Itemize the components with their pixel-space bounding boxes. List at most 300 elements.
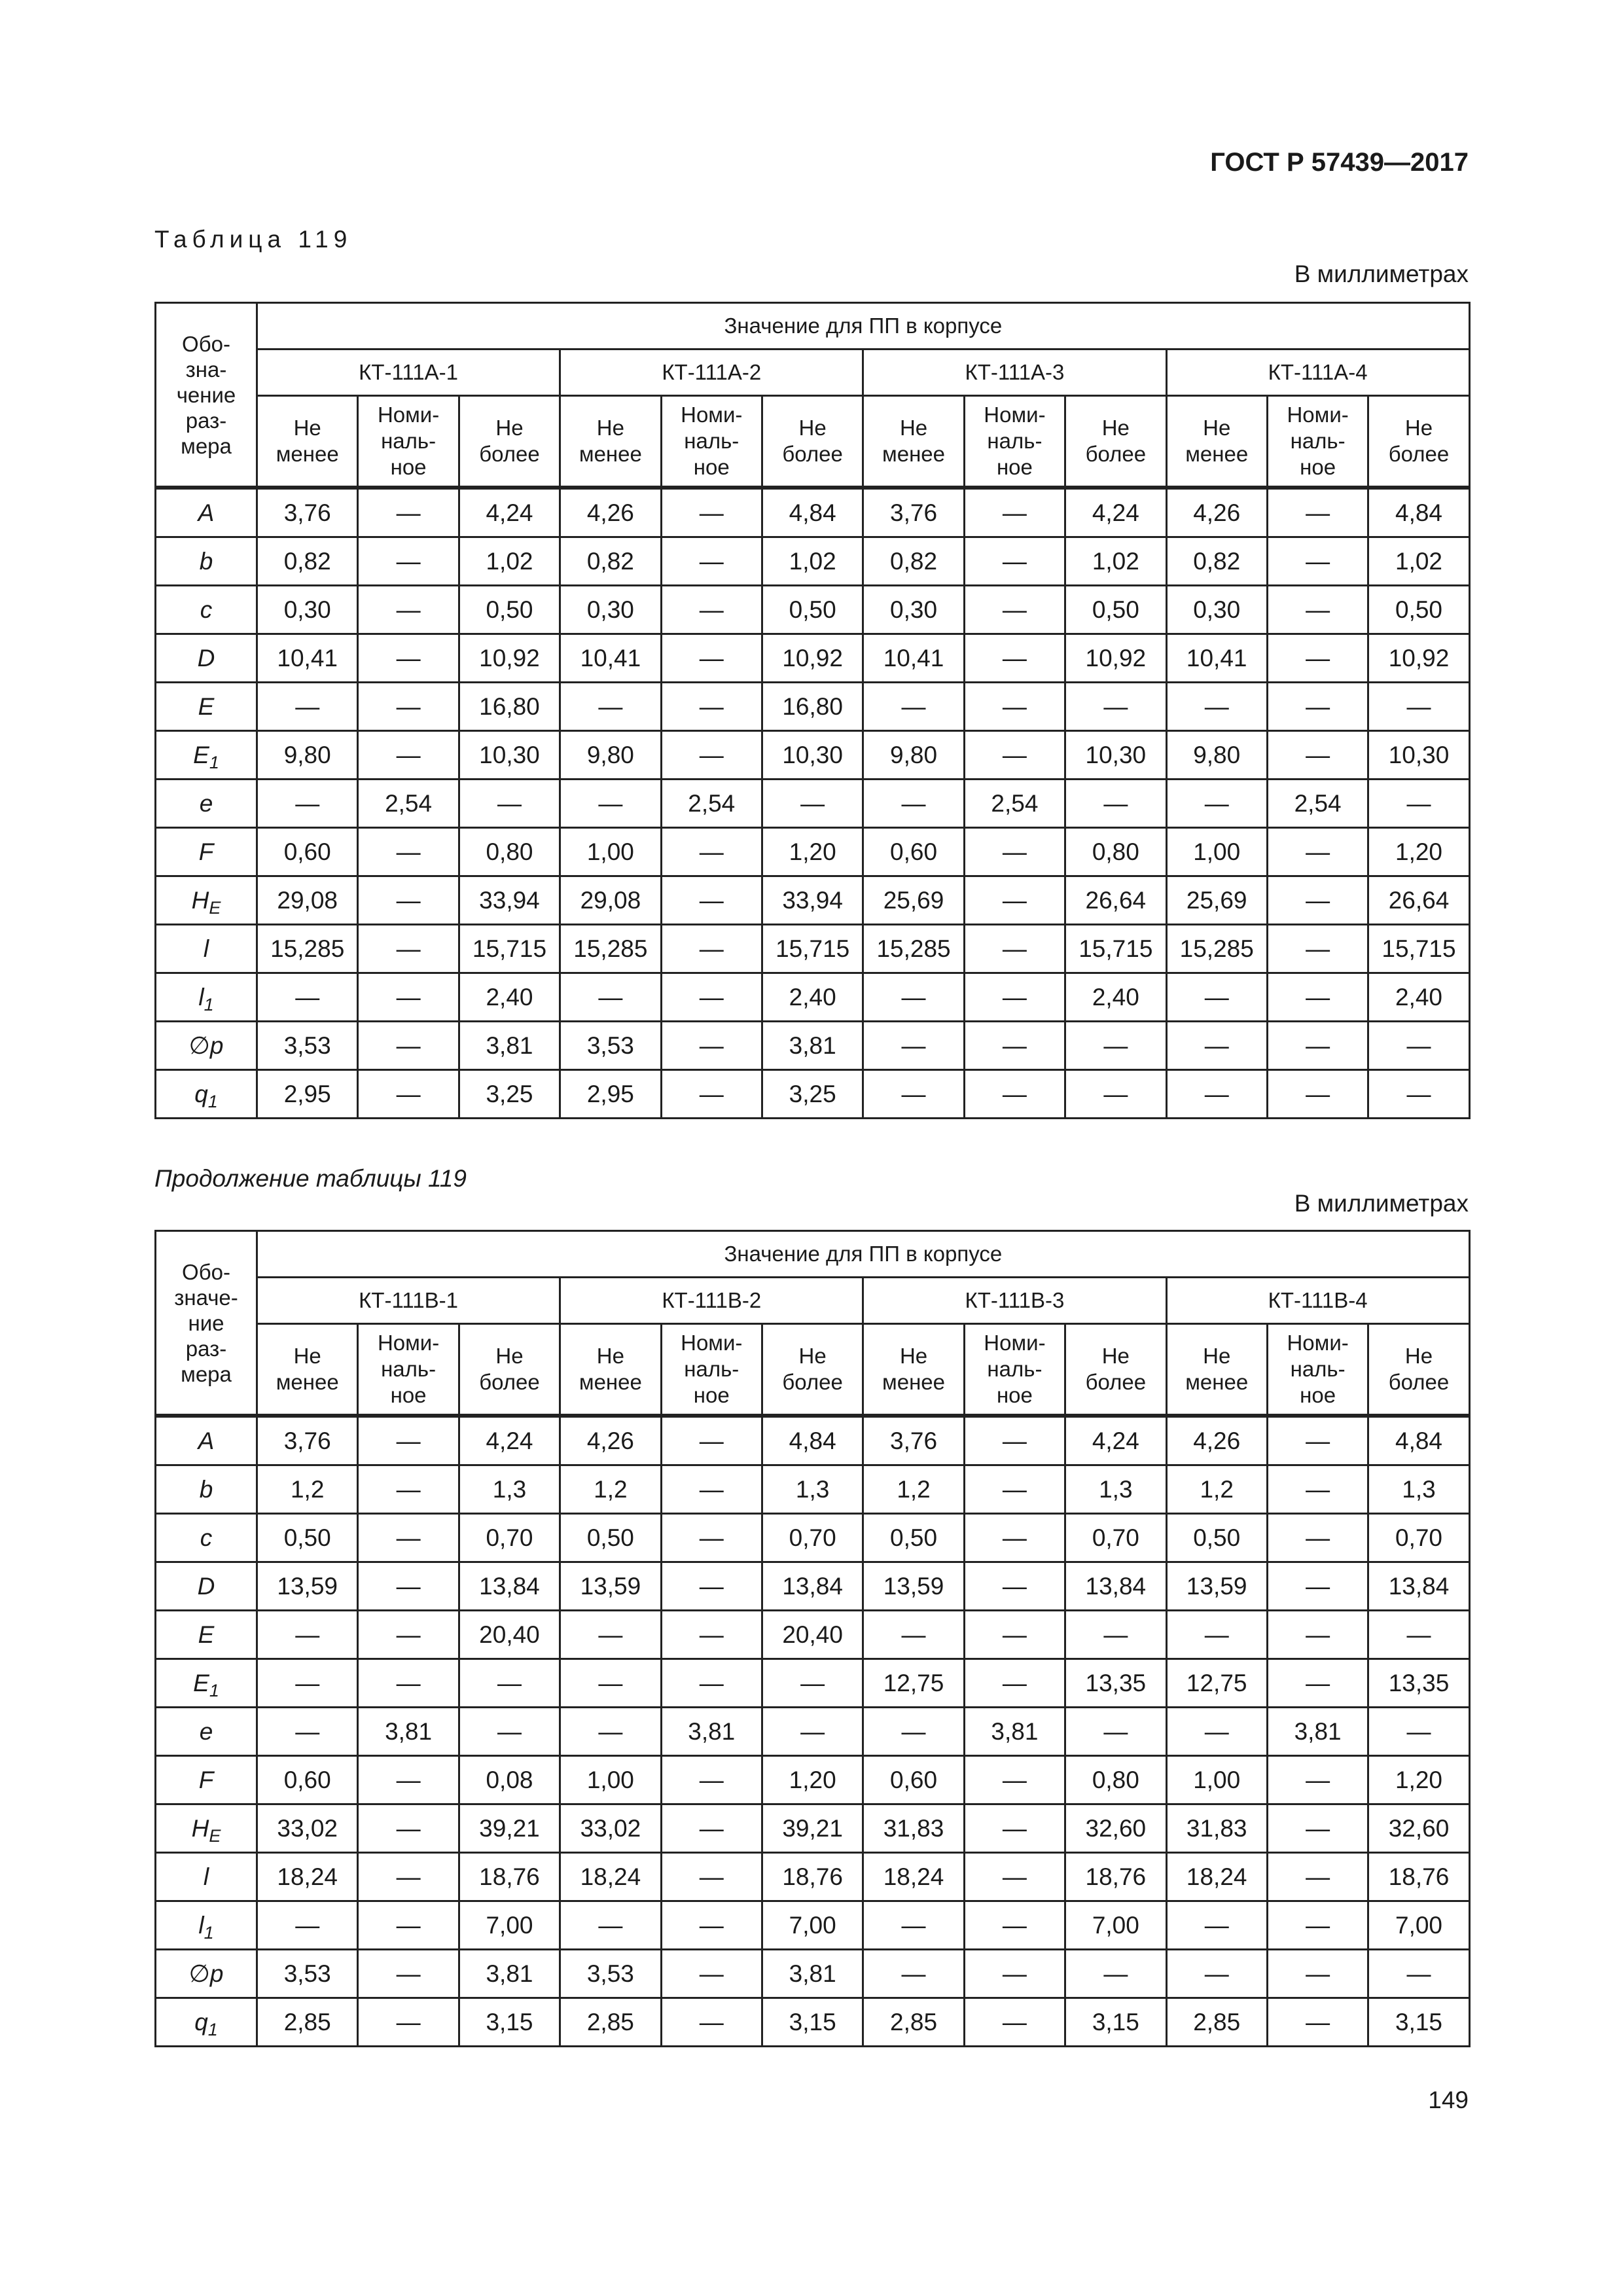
designation-subscript: 1 [207, 1091, 218, 1111]
value-cell: 2,54 [358, 780, 459, 828]
table-row [156, 586, 1470, 634]
value-cell: — [762, 780, 863, 828]
value-cell: — [964, 683, 1065, 731]
value-cell: — [358, 1853, 459, 1901]
value-cell: 7,00 [762, 1901, 863, 1950]
value-cell: — [863, 1070, 964, 1119]
value-cell: — [1166, 973, 1267, 1022]
value-cell: — [661, 1853, 762, 1901]
value-cell: 3,81 [1267, 1708, 1368, 1756]
designation-symbol: E [198, 692, 215, 720]
value-cell: — [358, 488, 459, 537]
value-cell: 0,60 [257, 828, 358, 876]
value-cell: — [863, 1901, 964, 1950]
value-cell: 3,25 [762, 1070, 863, 1119]
designation-header-text: Обо- значе- ние раз- мера [174, 1259, 238, 1386]
package-header: КТ-111А-1 [257, 350, 560, 396]
value-cell: — [358, 1950, 459, 1998]
designation-symbol: l [198, 1911, 204, 1939]
value-cell: — [1267, 1804, 1368, 1853]
value-cell: 2,54 [964, 780, 1065, 828]
value-cell: — [661, 634, 762, 683]
value-cell: 10,41 [560, 634, 661, 683]
value-cell: 0,50 [560, 1514, 661, 1562]
subcol-header-text: Не менее [1185, 416, 1249, 466]
value-cell: 4,24 [1065, 488, 1166, 537]
value-cell: — [560, 1708, 661, 1756]
designation-subscript: E [209, 1825, 221, 1846]
value-cell: 2,40 [1065, 973, 1166, 1022]
value-cell: — [863, 973, 964, 1022]
value-cell: 1,02 [1065, 537, 1166, 586]
value-cell: 33,02 [257, 1804, 358, 1853]
value-cell: — [1267, 1465, 1368, 1514]
value-cell: — [661, 1611, 762, 1659]
value-cell: 15,715 [459, 925, 560, 973]
value-cell: — [661, 731, 762, 780]
subcol-header-text: Не менее [882, 416, 946, 466]
value-cell: — [459, 1708, 560, 1756]
value-cell: 0,30 [863, 586, 964, 634]
value-cell: 33,94 [762, 876, 863, 925]
subcol-header [257, 396, 358, 488]
subcol-header [1368, 1324, 1469, 1416]
value-cell: 39,21 [762, 1804, 863, 1853]
value-cell: — [358, 537, 459, 586]
value-cell: 39,21 [459, 1804, 560, 1853]
value-cell: — [459, 780, 560, 828]
value-cell: 7,00 [459, 1901, 560, 1950]
value-cell: — [661, 488, 762, 537]
value-header: Значение для ПП в корпусе [257, 1231, 1470, 1278]
value-cell: — [1267, 1998, 1368, 2047]
value-cell: 13,84 [762, 1562, 863, 1611]
value-cell: — [358, 634, 459, 683]
designation-symbol: e [199, 789, 213, 817]
value-cell: — [1267, 1901, 1368, 1950]
value-cell: 10,92 [762, 634, 863, 683]
value-cell: — [1267, 1659, 1368, 1708]
value-cell: 1,00 [560, 1756, 661, 1804]
value-cell: 0,50 [1166, 1514, 1267, 1562]
value-cell: — [358, 1465, 459, 1514]
value-cell: 10,30 [459, 731, 560, 780]
value-cell: — [1166, 1070, 1267, 1119]
value-cell: — [358, 1611, 459, 1659]
value-cell: 0,82 [863, 537, 964, 586]
value-cell: 25,69 [863, 876, 964, 925]
value-cell: 9,80 [863, 731, 964, 780]
table-row [156, 1950, 1470, 1998]
table-row [156, 1901, 1470, 1950]
value-cell: — [661, 1514, 762, 1562]
value-cell: — [560, 780, 661, 828]
value-cell: 7,00 [1368, 1901, 1469, 1950]
value-cell: — [964, 1022, 1065, 1070]
value-cell: — [358, 1756, 459, 1804]
designation-subscript: 1 [209, 1680, 219, 1700]
package-header: КТ-111А-3 [863, 350, 1166, 396]
value-cell: 3,15 [459, 1998, 560, 2047]
table-row [156, 1611, 1470, 1659]
value-cell: 3,53 [257, 1022, 358, 1070]
designation-cell [156, 1070, 257, 1119]
value-cell: — [1368, 1611, 1469, 1659]
designation-cell [156, 1416, 257, 1465]
value-cell: 10,30 [762, 731, 863, 780]
value-cell: — [560, 683, 661, 731]
value-cell: — [964, 925, 1065, 973]
subcol-header-row [156, 1324, 1470, 1416]
value-cell: 13,35 [1065, 1659, 1166, 1708]
value-cell: — [358, 731, 459, 780]
value-cell: 0,50 [863, 1514, 964, 1562]
package-header-row [156, 1278, 1470, 1324]
value-cell: 0,50 [1065, 586, 1166, 634]
value-cell: 1,20 [1368, 828, 1469, 876]
value-cell: — [1267, 537, 1368, 586]
value-cell: — [1065, 683, 1166, 731]
value-cell: — [964, 1756, 1065, 1804]
value-cell: — [257, 683, 358, 731]
dimensions-table-a [154, 302, 1471, 1119]
value-cell: — [1267, 1416, 1368, 1465]
value-cell: 3,53 [560, 1950, 661, 1998]
package-header: КТ-111В-2 [560, 1278, 863, 1324]
table-row [156, 537, 1470, 586]
value-cell: — [964, 1465, 1065, 1514]
subcol-header-text: Номи- наль- ное [1287, 403, 1349, 479]
value-cell: 1,3 [762, 1465, 863, 1514]
value-cell: 9,80 [257, 731, 358, 780]
value-cell: — [661, 876, 762, 925]
value-cell: — [1267, 828, 1368, 876]
value-cell: — [358, 1514, 459, 1562]
value-cell: 4,24 [1065, 1416, 1166, 1465]
subcol-header [1368, 396, 1469, 488]
value-cell: — [1267, 488, 1368, 537]
value-cell: — [661, 828, 762, 876]
table-row [156, 1514, 1470, 1562]
value-cell: 0,30 [560, 586, 661, 634]
value-cell: 15,285 [257, 925, 358, 973]
value-cell: 16,80 [459, 683, 560, 731]
value-cell: — [1267, 683, 1368, 731]
value-cell: 10,30 [1065, 731, 1166, 780]
value-cell: — [257, 1901, 358, 1950]
value-cell: — [964, 488, 1065, 537]
value-cell: 20,40 [762, 1611, 863, 1659]
value-cell: 13,59 [863, 1562, 964, 1611]
value-cell: 13,84 [1368, 1562, 1469, 1611]
designation-cell [156, 1611, 257, 1659]
table-row [156, 683, 1470, 731]
subcol-header-text: Номи- наль- ное [377, 403, 440, 479]
table-row [156, 1659, 1470, 1708]
value-cell: 18,76 [1368, 1853, 1469, 1901]
value-cell: 4,26 [1166, 1416, 1267, 1465]
value-cell: — [661, 586, 762, 634]
value-cell: — [560, 1659, 661, 1708]
value-cell: — [863, 683, 964, 731]
value-cell: — [1368, 1022, 1469, 1070]
designation-cell [156, 586, 257, 634]
designation-cell [156, 973, 257, 1022]
subcol-header [1166, 1324, 1267, 1416]
value-cell: — [257, 780, 358, 828]
subcol-header [661, 1324, 762, 1416]
value-cell: — [661, 537, 762, 586]
value-cell: 18,76 [762, 1853, 863, 1901]
value-cell: — [1065, 1708, 1166, 1756]
designation-symbol: D [197, 644, 215, 672]
value-cell: 1,00 [560, 828, 661, 876]
value-cell: — [964, 634, 1065, 683]
value-cell: 10,92 [1065, 634, 1166, 683]
value-cell: — [1065, 780, 1166, 828]
value-cell: — [964, 1901, 1065, 1950]
value-cell: 3,76 [863, 488, 964, 537]
value-cell: 18,76 [1065, 1853, 1166, 1901]
subcol-header-text: Не менее [579, 1344, 642, 1394]
value-cell: 0,80 [459, 828, 560, 876]
value-cell: 3,15 [1368, 1998, 1469, 2047]
value-cell: — [863, 780, 964, 828]
value-cell: 10,30 [1368, 731, 1469, 780]
subcol-header-text: Не более [1388, 416, 1450, 466]
subcol-header [661, 396, 762, 488]
subcol-header [358, 1324, 459, 1416]
subcol-header-text: Номи- наль- ное [681, 403, 743, 479]
units-label: В миллиметрах [1294, 1190, 1469, 1217]
value-cell: — [661, 973, 762, 1022]
value-cell: 1,3 [1065, 1465, 1166, 1514]
table-row [156, 731, 1470, 780]
value-cell: 26,64 [1065, 876, 1166, 925]
value-cell: 4,84 [762, 1416, 863, 1465]
table-row [156, 973, 1470, 1022]
value-cell: — [661, 1901, 762, 1950]
value-cell: 2,40 [762, 973, 863, 1022]
table-row [156, 1756, 1470, 1804]
value-cell: 0,80 [1065, 828, 1166, 876]
subcol-header [1267, 1324, 1368, 1416]
value-cell: — [661, 925, 762, 973]
subcol-header-text: Номи- наль- ное [1287, 1331, 1349, 1407]
designation-symbol: H [191, 886, 209, 914]
value-cell: 18,24 [257, 1853, 358, 1901]
value-cell: — [964, 586, 1065, 634]
subcol-header-text: Не более [782, 416, 843, 466]
designation-cell [156, 731, 257, 780]
subcol-header-text: Не более [479, 416, 540, 466]
value-cell: 1,00 [1166, 1756, 1267, 1804]
value-cell: — [964, 1853, 1065, 1901]
value-cell: 0,80 [1065, 1756, 1166, 1804]
value-cell: — [358, 1659, 459, 1708]
value-cell: 4,84 [1368, 488, 1469, 537]
value-cell: 9,80 [1166, 731, 1267, 780]
designation-symbol: ∅p [188, 1960, 224, 1987]
package-header: КТ-111А-2 [560, 350, 863, 396]
value-cell: 0,08 [459, 1756, 560, 1804]
subcol-header [1065, 396, 1166, 488]
value-cell: — [661, 1804, 762, 1853]
designation-cell [156, 634, 257, 683]
subcol-header [1267, 396, 1368, 488]
value-cell: 0,30 [257, 586, 358, 634]
subcol-header-text: Номи- наль- ное [681, 1331, 743, 1407]
value-cell: — [358, 1901, 459, 1950]
value-cell: — [964, 1659, 1065, 1708]
value-cell: — [964, 973, 1065, 1022]
value-cell: 0,70 [1368, 1514, 1469, 1562]
designation-cell [156, 1708, 257, 1756]
value-cell: 15,285 [863, 925, 964, 973]
table-row [156, 634, 1470, 683]
value-cell: — [358, 1804, 459, 1853]
subcol-header [762, 396, 863, 488]
value-cell: 10,92 [1368, 634, 1469, 683]
continuation-title: Продолжение таблицы 119 [154, 1165, 467, 1192]
value-cell: 3,81 [762, 1022, 863, 1070]
value-cell: — [863, 1022, 964, 1070]
designation-header [156, 303, 257, 488]
value-cell: — [358, 1070, 459, 1119]
designation-cell [156, 876, 257, 925]
subcol-header-text: Номи- наль- ное [984, 1331, 1046, 1407]
value-cell: 3,81 [661, 1708, 762, 1756]
value-cell: 0,70 [762, 1514, 863, 1562]
value-cell: 12,75 [1166, 1659, 1267, 1708]
designation-symbol: E [193, 1669, 209, 1696]
value-cell: — [964, 1416, 1065, 1465]
value-cell: — [964, 1514, 1065, 1562]
value-cell: 0,60 [863, 1756, 964, 1804]
designation-cell [156, 1998, 257, 2047]
value-cell: — [1267, 731, 1368, 780]
value-cell: — [257, 1611, 358, 1659]
value-cell: — [1065, 1950, 1166, 1998]
value-cell: — [1368, 1070, 1469, 1119]
value-cell: — [358, 1562, 459, 1611]
value-cell: — [661, 1659, 762, 1708]
value-cell: — [964, 828, 1065, 876]
designation-cell [156, 1804, 257, 1853]
table-row [156, 876, 1470, 925]
value-cell: — [964, 1611, 1065, 1659]
value-cell: 15,715 [762, 925, 863, 973]
value-cell: 20,40 [459, 1611, 560, 1659]
subcol-header-text: Не менее [276, 1344, 339, 1394]
table-row [156, 1022, 1470, 1070]
table-row [156, 1998, 1470, 2047]
value-cell: 3,81 [762, 1950, 863, 1998]
value-cell: — [1267, 1022, 1368, 1070]
value-cell: 12,75 [863, 1659, 964, 1708]
value-cell: — [964, 1070, 1065, 1119]
value-cell: — [661, 1562, 762, 1611]
subcol-header [762, 1324, 863, 1416]
designation-symbol: F [198, 838, 214, 865]
value-cell: — [358, 925, 459, 973]
designation-cell [156, 1022, 257, 1070]
designation-cell [156, 1950, 257, 1998]
value-cell: 0,60 [257, 1756, 358, 1804]
value-cell: 1,2 [257, 1465, 358, 1514]
value-cell: 13,84 [1065, 1562, 1166, 1611]
value-cell: — [661, 1950, 762, 1998]
value-cell: — [1368, 780, 1469, 828]
subcol-header [560, 1324, 661, 1416]
value-cell: 0,70 [1065, 1514, 1166, 1562]
value-cell: — [459, 1659, 560, 1708]
designation-symbol: F [198, 1766, 214, 1793]
value-cell: 10,41 [1166, 634, 1267, 683]
value-cell: 15,715 [1368, 925, 1469, 973]
designation-cell [156, 1853, 257, 1901]
value-cell: — [358, 1416, 459, 1465]
value-cell: 1,02 [459, 537, 560, 586]
value-cell: — [1368, 1708, 1469, 1756]
designation-subscript: 1 [204, 1922, 214, 1943]
value-cell: — [358, 1998, 459, 2047]
table-row [156, 828, 1470, 876]
value-cell: — [1267, 634, 1368, 683]
value-cell: — [661, 1998, 762, 2047]
value-cell: — [560, 1611, 661, 1659]
value-cell: 33,94 [459, 876, 560, 925]
value-cell: — [1166, 1022, 1267, 1070]
value-cell: 15,285 [1166, 925, 1267, 973]
value-header: Значение для ПП в корпусе [257, 303, 1470, 350]
value-cell: — [1166, 780, 1267, 828]
value-cell: 0,50 [762, 586, 863, 634]
subcol-header [459, 1324, 560, 1416]
subcol-header [358, 396, 459, 488]
designation-symbol: q [194, 1080, 208, 1107]
value-cell: 10,92 [459, 634, 560, 683]
value-cell: 18,24 [863, 1853, 964, 1901]
subcol-header [1065, 1324, 1166, 1416]
value-cell: 32,60 [1368, 1804, 1469, 1853]
designation-header [156, 1231, 257, 1416]
subcol-header-text: Не менее [882, 1344, 946, 1394]
designation-subscript: 1 [209, 752, 219, 772]
value-cell: — [257, 973, 358, 1022]
value-cell: — [358, 828, 459, 876]
table-row [156, 1070, 1470, 1119]
table-row [156, 1804, 1470, 1853]
table-row [156, 1708, 1470, 1756]
value-cell: 3,81 [459, 1022, 560, 1070]
value-cell: 0,82 [560, 537, 661, 586]
value-cell: 0,50 [459, 586, 560, 634]
subcol-header [964, 396, 1065, 488]
value-cell: 18,24 [560, 1853, 661, 1901]
value-cell: 3,15 [762, 1998, 863, 2047]
value-cell: — [358, 586, 459, 634]
designation-symbol: A [198, 499, 215, 526]
value-cell: — [661, 1465, 762, 1514]
value-cell: 13,59 [257, 1562, 358, 1611]
value-cell: 29,08 [560, 876, 661, 925]
designation-symbol: l [203, 935, 209, 962]
subcol-header [257, 1324, 358, 1416]
value-cell: 3,76 [257, 1416, 358, 1465]
designation-cell [156, 1465, 257, 1514]
value-cell: — [661, 1022, 762, 1070]
